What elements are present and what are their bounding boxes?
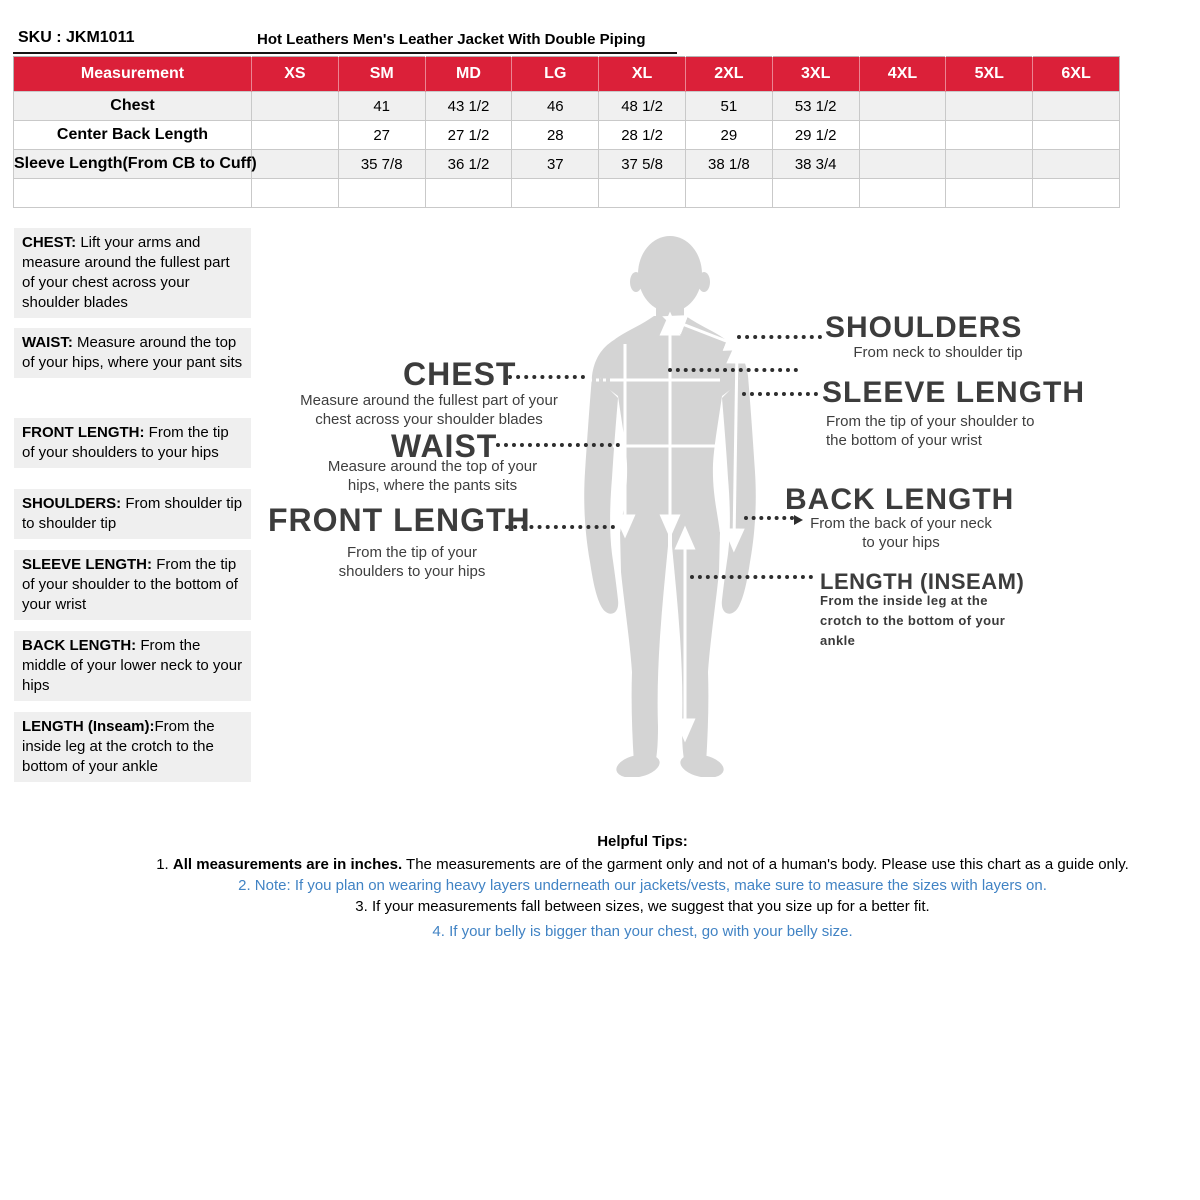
size-value-cell <box>338 179 425 208</box>
description-box <box>14 712 251 782</box>
size-value-cell <box>685 179 772 208</box>
column-header-size: LG <box>512 57 599 92</box>
table-row <box>14 150 1120 179</box>
size-value-cell: 27 1/2 <box>425 121 512 150</box>
sku-label: SKU : JKM1011 <box>18 29 135 46</box>
helpful-tips <box>85 832 1200 943</box>
size-value-cell <box>252 150 339 179</box>
size-value-cell <box>252 92 339 121</box>
sleeve-length-label-desc: From the tip of your shoulder to the bottom of your wrist <box>826 413 1035 449</box>
tip-number: 4. <box>432 923 450 940</box>
size-value-cell <box>859 92 946 121</box>
description-text: From the middle of your lower neck to your hips <box>22 637 243 694</box>
size-table-head-row <box>14 57 1120 92</box>
size-value-cell <box>946 121 1033 150</box>
back-length-label: BACK LENGTH <box>785 483 1015 516</box>
size-table <box>13 56 1120 208</box>
tip-item <box>85 876 1200 896</box>
description-term: WAIST: <box>22 334 77 351</box>
tip-bold-text: All measurements are in inches. <box>172 856 403 873</box>
size-value-cell <box>252 179 339 208</box>
inseam-label: LENGTH (INSEAM) <box>820 569 1025 594</box>
tips-heading: Helpful Tips: <box>597 833 688 850</box>
size-value-cell: 41 <box>338 92 425 121</box>
tip-text: The measurements are of the garment only and not of a human's body. Please use this chart as a guide only. <box>402 856 1129 873</box>
shoulders-label-desc: From neck to shoulder tip <box>853 344 1023 361</box>
size-value-cell: 28 <box>512 121 599 150</box>
size-value-cell: 46 <box>512 92 599 121</box>
size-value-cell: 29 1/2 <box>772 121 859 150</box>
front-length-label-desc: From the tip of your shoulders to your hips <box>338 544 486 580</box>
tip-item <box>85 855 1200 875</box>
description-box <box>14 328 251 378</box>
description-box <box>14 418 251 468</box>
row-label <box>14 179 252 208</box>
size-value-cell: 37 <box>512 150 599 179</box>
description-text: From the tip of your shoulders to your hips <box>22 424 229 461</box>
description-text: Measure around the top of your hips, where your pant sits <box>22 334 243 371</box>
description-term: LENGTH (Inseam): <box>22 718 155 735</box>
size-value-cell: 38 1/8 <box>685 150 772 179</box>
description-term: BACK LENGTH: <box>22 637 141 654</box>
column-header-size: 2XL <box>685 57 772 92</box>
size-value-cell <box>772 179 859 208</box>
description-box <box>14 550 251 620</box>
waist-leader-line <box>496 443 620 447</box>
table-row <box>14 121 1120 150</box>
size-value-cell <box>1033 121 1120 150</box>
waist-label: WAIST <box>391 428 498 464</box>
size-value-cell <box>1033 150 1120 179</box>
column-header-size: 3XL <box>772 57 859 92</box>
size-value-cell <box>1033 92 1120 121</box>
description-text: From the inside leg at the crotch to the bottom of your ankle <box>22 718 215 775</box>
size-value-cell <box>512 179 599 208</box>
size-value-cell <box>859 179 946 208</box>
size-value-cell <box>946 150 1033 179</box>
tip-item <box>85 922 1200 942</box>
row-label: Center Back Length <box>14 121 252 150</box>
description-box <box>14 489 251 539</box>
size-value-cell: 36 1/2 <box>425 150 512 179</box>
description-text: Lift your arms and measure around the fullest part of your chest across your shoulder blades <box>22 234 230 311</box>
column-header-size: SM <box>338 57 425 92</box>
column-header-size: XL <box>599 57 686 92</box>
size-value-cell: 48 1/2 <box>599 92 686 121</box>
size-value-cell: 53 1/2 <box>772 92 859 121</box>
chest-label-desc: Measure around the fullest part of your chest across your shoulder blades <box>300 392 558 428</box>
row-label: Sleeve Length(From CB to Cuff) <box>14 150 252 179</box>
description-text: From the tip of your shoulder to the bottom of your wrist <box>22 556 238 613</box>
size-value-cell <box>946 179 1033 208</box>
size-value-cell <box>859 150 946 179</box>
description-term: FRONT LENGTH: <box>22 424 149 441</box>
column-header-size: 6XL <box>1033 57 1120 92</box>
table-row <box>14 92 1120 121</box>
front-length-label: FRONT LENGTH <box>268 502 531 538</box>
page-title: Hot Leathers Men's Leather Jacket With Double Piping <box>257 31 646 48</box>
size-value-cell <box>425 179 512 208</box>
sleeve-length-leader-line <box>742 392 818 396</box>
sleeve-length-label: SLEEVE LENGTH <box>822 376 1086 409</box>
size-value-cell <box>1033 179 1120 208</box>
upper-arm-leader-line <box>668 368 798 372</box>
size-value-cell: 43 1/2 <box>425 92 512 121</box>
size-value-cell: 35 7/8 <box>338 150 425 179</box>
waist-label-desc: Measure around the top of your hips, where the pants sits <box>327 458 538 494</box>
inseam-label-desc: From the inside leg at the crotch to the bottom of your ankle <box>820 593 1006 648</box>
tip-text: If your belly is bigger than your chest, go with your belly size. <box>449 923 853 940</box>
size-value-cell <box>859 121 946 150</box>
chest-label: CHEST <box>403 356 517 392</box>
inseam-leader-line <box>690 575 813 579</box>
tip-text: Note: If you plan on wearing heavy layers underneath our jackets/vests, make sure to measure the sizes with layers on. <box>254 877 1047 894</box>
column-header-measurement: Measurement <box>14 57 252 92</box>
header-underline <box>13 52 677 54</box>
size-value-cell: 38 3/4 <box>772 150 859 179</box>
shoulders-label: SHOULDERS <box>825 311 1023 344</box>
tip-number: 2. <box>238 877 255 894</box>
tip-item <box>85 897 1200 917</box>
size-value-cell: 37 5/8 <box>599 150 686 179</box>
chest-leader-line <box>508 375 585 379</box>
size-value-cell: 29 <box>685 121 772 150</box>
tip-text: If your measurements fall between sizes, we suggest that you size up for a better fit. <box>371 898 930 915</box>
size-value-cell <box>946 92 1033 121</box>
size-value-cell <box>252 121 339 150</box>
description-box <box>14 631 251 701</box>
description-box <box>14 228 251 318</box>
size-value-cell: 51 <box>685 92 772 121</box>
description-text: From shoulder tip to shoulder tip <box>22 495 243 532</box>
column-header-size: 5XL <box>946 57 1033 92</box>
size-table-body <box>14 92 1120 208</box>
size-value-cell: 27 <box>338 121 425 150</box>
description-term: SHOULDERS: <box>22 495 126 512</box>
column-header-size: XS <box>252 57 339 92</box>
tips-list <box>85 855 1200 942</box>
table-row <box>14 179 1120 208</box>
description-term: SLEEVE LENGTH: <box>22 556 157 573</box>
column-header-size: MD <box>425 57 512 92</box>
description-term: CHEST: <box>22 234 81 251</box>
back-length-label-desc: From the back of your neck to your hips <box>810 515 992 551</box>
row-label: Chest <box>14 92 252 121</box>
tip-number: 3. <box>355 898 372 915</box>
column-header-size: 4XL <box>859 57 946 92</box>
shoulders-leader-line <box>737 335 822 339</box>
body-silhouette <box>568 232 768 777</box>
size-value-cell <box>599 179 686 208</box>
tip-number: 1. <box>156 856 173 873</box>
size-value-cell: 28 1/2 <box>599 121 686 150</box>
